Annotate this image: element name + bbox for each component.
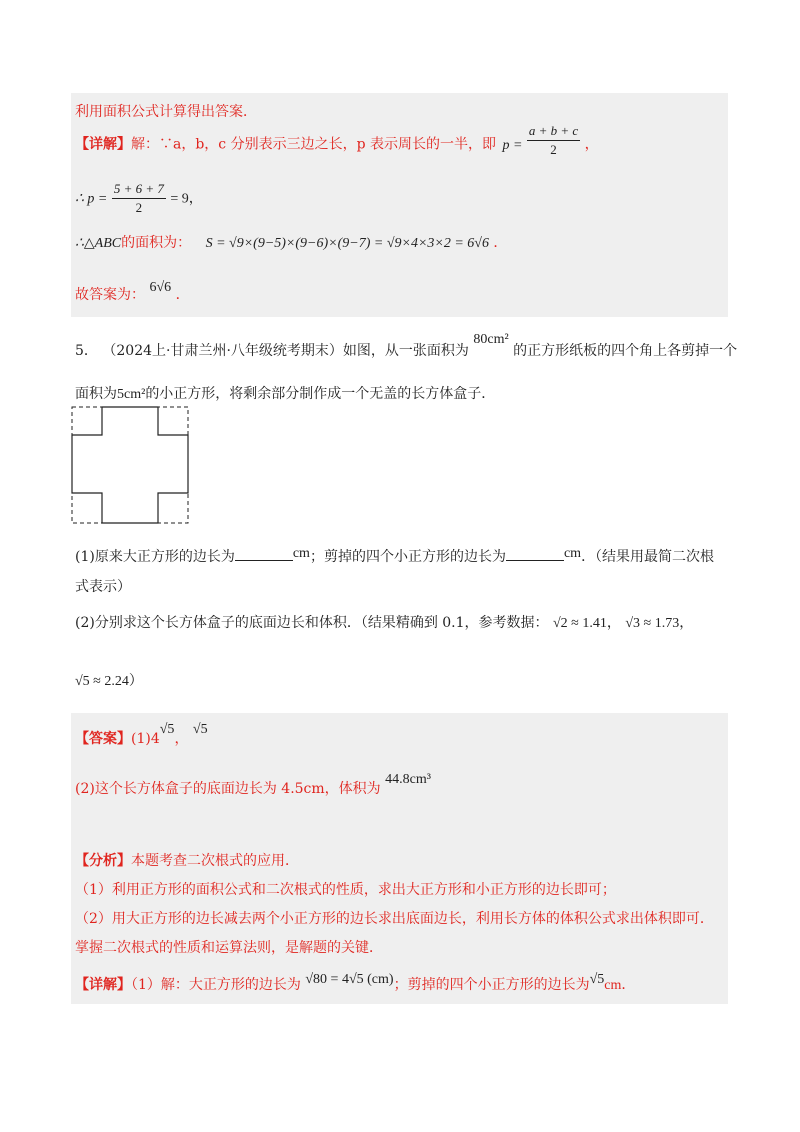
question2-line2 bbox=[75, 670, 143, 690]
line3-den: 2 bbox=[135, 200, 143, 215]
detail-mid: ；剪掉的四个小正方形的边长为 bbox=[393, 977, 590, 993]
problem-source: （2024上·甘肃兰州·八年级统考期末）如图，从一张面积为 bbox=[102, 343, 469, 359]
cross-shape-figure bbox=[70, 405, 190, 525]
prev-solution-line3 bbox=[75, 180, 203, 217]
a1-val2: √5 bbox=[192, 722, 208, 737]
q1-prefix: (1)原来大正方形的边长为 bbox=[75, 549, 235, 565]
ref-sqrt2: √2 ≈ 1.41 bbox=[553, 616, 607, 631]
answer-text: 故答案为： bbox=[75, 287, 145, 303]
a1-val1: √5 bbox=[159, 722, 175, 737]
a2-volume: 44.8cm³ bbox=[385, 772, 431, 787]
ref-sep1: ， bbox=[606, 615, 621, 631]
prev-solution-detail-line bbox=[75, 123, 599, 159]
p-formula-lhs: p = bbox=[502, 137, 523, 153]
line4-tail: ． bbox=[493, 235, 508, 251]
ref-close: ） bbox=[128, 673, 143, 689]
ref-sep2: ， bbox=[679, 615, 694, 631]
q2-text: (2)分别求这个长方体盒子的底面边长和体积．（结果精确到 0.1，参考数据： bbox=[75, 615, 549, 631]
line4-text: 的面积为： bbox=[121, 235, 192, 251]
analysis-step2: （2）用大正方形的边长减去两个小正方形的边长求出底面边长，利用长方体的体积公式求出体积即可． bbox=[75, 911, 714, 927]
analysis-line bbox=[75, 850, 299, 870]
detail-label-2: 【详解】 bbox=[75, 977, 131, 993]
question1-line1 bbox=[75, 546, 714, 566]
line3-prefix: ∴ p = bbox=[75, 191, 108, 207]
prev-solution-line4 bbox=[75, 232, 507, 252]
line4-prefix: ∴△ABC bbox=[75, 236, 122, 251]
text-after-area: 的正方形纸板的四个角上各剪掉一个 bbox=[513, 343, 738, 359]
analysis-label: 【分析】 bbox=[75, 853, 131, 869]
line3-fraction bbox=[112, 180, 166, 217]
q1-unit2: cm bbox=[563, 546, 582, 561]
detail-unit: cm． bbox=[604, 978, 636, 993]
detail-prefix: （1）解：大正方形的边长为 bbox=[131, 977, 301, 993]
question2-line1 bbox=[75, 612, 693, 632]
p-formula-tail: ， bbox=[584, 136, 599, 153]
detail-formula: √80 = 4√5 (cm) bbox=[305, 972, 394, 987]
q1-mid: ；剪掉的四个小正方形的边长为 bbox=[309, 549, 506, 565]
answer-tail: ． bbox=[175, 287, 190, 303]
prev-solution-answer bbox=[75, 280, 190, 304]
detail-label: 【详解】 bbox=[75, 136, 131, 153]
p-formula-den: 2 bbox=[550, 142, 557, 157]
line3-num: 5 + 6 + 7 bbox=[112, 180, 166, 199]
a1-sep: ， bbox=[174, 731, 189, 747]
line3-tail: = 9， bbox=[170, 191, 203, 207]
prev-solution-line1: 利用面积公式计算得出答案． bbox=[75, 104, 257, 120]
problem-number: 5． bbox=[75, 343, 98, 359]
q1-suffix: ．（结果用最简二次根 bbox=[581, 549, 715, 565]
analysis-text: 本题考查二次根式的应用． bbox=[131, 853, 299, 869]
p-formula-fraction bbox=[527, 122, 580, 159]
area-value: 80cm² bbox=[473, 332, 509, 347]
question1-line2: 式表示） bbox=[75, 579, 131, 595]
a1-prefix: (1)4 bbox=[131, 731, 160, 747]
answer-line1 bbox=[75, 722, 208, 748]
p-formula-num: a + b + c bbox=[527, 122, 580, 141]
analysis-key-point: 掌握二次根式的性质和运算法则，是解题的关键． bbox=[75, 940, 383, 956]
q1-blank2 bbox=[506, 548, 564, 561]
answer-line2 bbox=[75, 772, 431, 798]
area-formula: S = √9×(9−5)×(9−6)×(9−7) = √9×4×3×2 = 6√6 bbox=[205, 236, 489, 251]
problem5-line2 bbox=[75, 383, 495, 403]
ref-sqrt3: √3 ≈ 1.73 bbox=[625, 616, 680, 631]
a2-text: (2)这个长方体盒子的底面边长为 4.5cm，体积为 bbox=[75, 781, 381, 797]
q1-unit1: cm bbox=[292, 546, 310, 561]
line2-prefix: 面积为 bbox=[75, 386, 117, 402]
detail-val: √5 bbox=[589, 972, 605, 987]
detail-text: 解：∵a，b，c 分别表示三边之长，p 表示周长的一半，即 bbox=[131, 136, 497, 153]
small-area: 5cm² bbox=[117, 387, 146, 402]
line2-suffix: 的小正方形，将剩余部分制作成一个无盖的长方体盒子． bbox=[145, 386, 496, 402]
q1-blank1 bbox=[235, 548, 293, 561]
analysis-step1: （1）利用正方形的面积公式和二次根式的性质，求出大正方形和小正方形的边长即可； bbox=[75, 882, 616, 898]
ref-sqrt5: √5 ≈ 2.24 bbox=[75, 674, 129, 689]
answer-value: 6√6 bbox=[149, 280, 172, 295]
answer-label: 【答案】 bbox=[75, 731, 131, 747]
problem5-line1 bbox=[75, 332, 738, 360]
detail-line bbox=[75, 974, 635, 994]
